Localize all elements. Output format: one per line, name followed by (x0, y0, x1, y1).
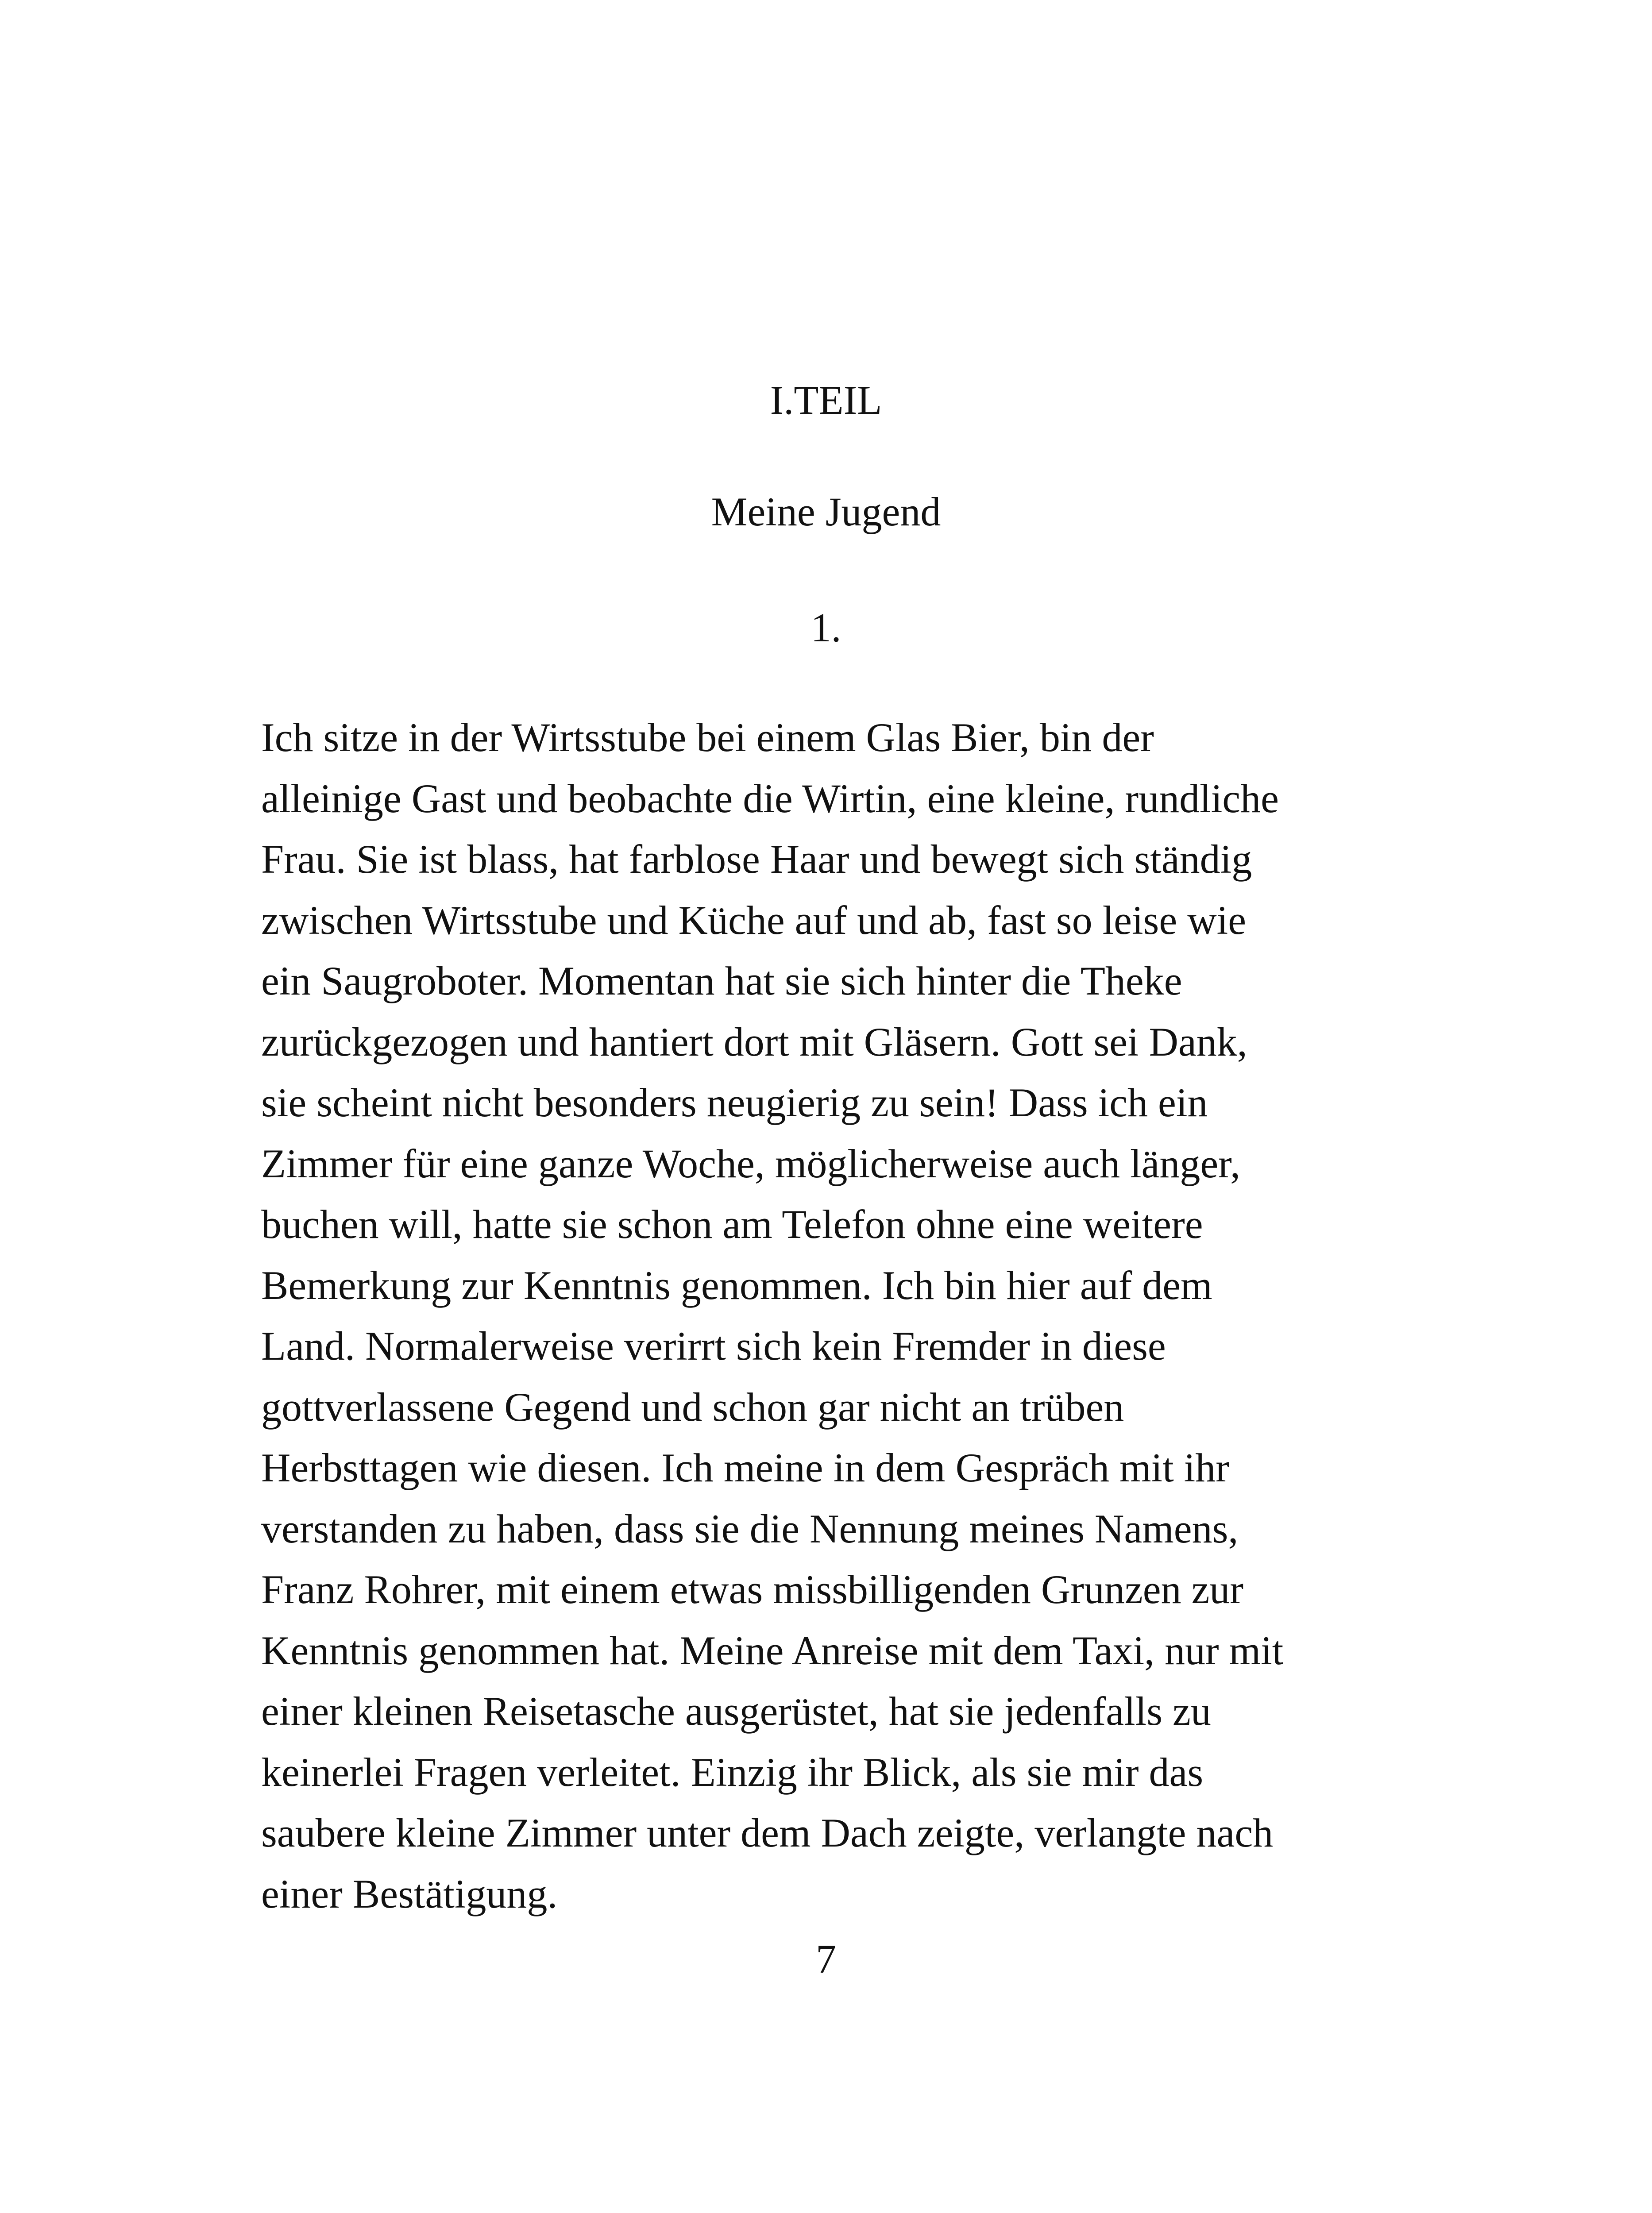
body-paragraph (261, 707, 1394, 1924)
text-line: keinerlei Fragen verleitet. Einzig ihr Blick, als sie mir das (261, 1749, 1204, 1795)
text-line: einer Bestätigung. (261, 1871, 558, 1916)
text-line: Land. Normalerweise verirrt sich kein Fremder in diese (261, 1323, 1166, 1369)
text-line: Ich sitze in der Wirtsstube bei einem Glas Bier, bin der (261, 715, 1154, 760)
text-line: zwischen Wirtsstube und Küche auf und ab, fast so leise wie (261, 897, 1247, 943)
text-line: Franz Rohrer, mit einem etwas missbilligenden Grunzen zur (261, 1567, 1244, 1612)
text-line: buchen will, hatte sie schon am Telefon ohne eine weitere (261, 1202, 1203, 1247)
text-line: gottverlassene Gegend und schon gar nicht an trüben (261, 1384, 1124, 1430)
text-line: zurückgezogen und hantiert dort mit Gläsern. Gott sei Dank, (261, 1019, 1247, 1064)
chapter-title: Meine Jugend (711, 489, 941, 534)
text-line: ein Saugroboter. Momentan hat sie sich hinter die Theke (261, 958, 1182, 1003)
page-number: 7 (816, 1936, 836, 1982)
text-line: Frau. Sie ist blass, hat farblose Haar und bewegt sich ständig (261, 837, 1252, 882)
text-line: sie scheint nicht besonders neugierig zu sein! Dass ich ein (261, 1080, 1208, 1125)
text-line: Bemerkung zur Kenntnis genommen. Ich bin hier auf dem (261, 1262, 1212, 1308)
text-line: Herbsttagen wie diesen. Ich meine in dem Gespräch mit ihr (261, 1445, 1229, 1490)
text-line: Zimmer für eine ganze Woche, möglicherweise auch länger, (261, 1141, 1241, 1186)
section-number: 1. (811, 605, 841, 650)
text-line: einer kleinen Reisetasche ausgerüstet, hat sie jedenfalls zu (261, 1689, 1211, 1734)
text-line: Kenntnis genommen hat. Meine Anreise mit dem Taxi, nur mit (261, 1627, 1284, 1673)
text-line: saubere kleine Zimmer unter dem Dach zeigte, verlangte nach (261, 1810, 1274, 1855)
text-line: verstanden zu haben, dass sie die Nennung meines Namens, (261, 1506, 1239, 1551)
text-line: alleinige Gast und beobachte die Wirtin, eine kleine, rundliche (261, 775, 1279, 821)
part-title: I.TEIL (770, 378, 882, 423)
